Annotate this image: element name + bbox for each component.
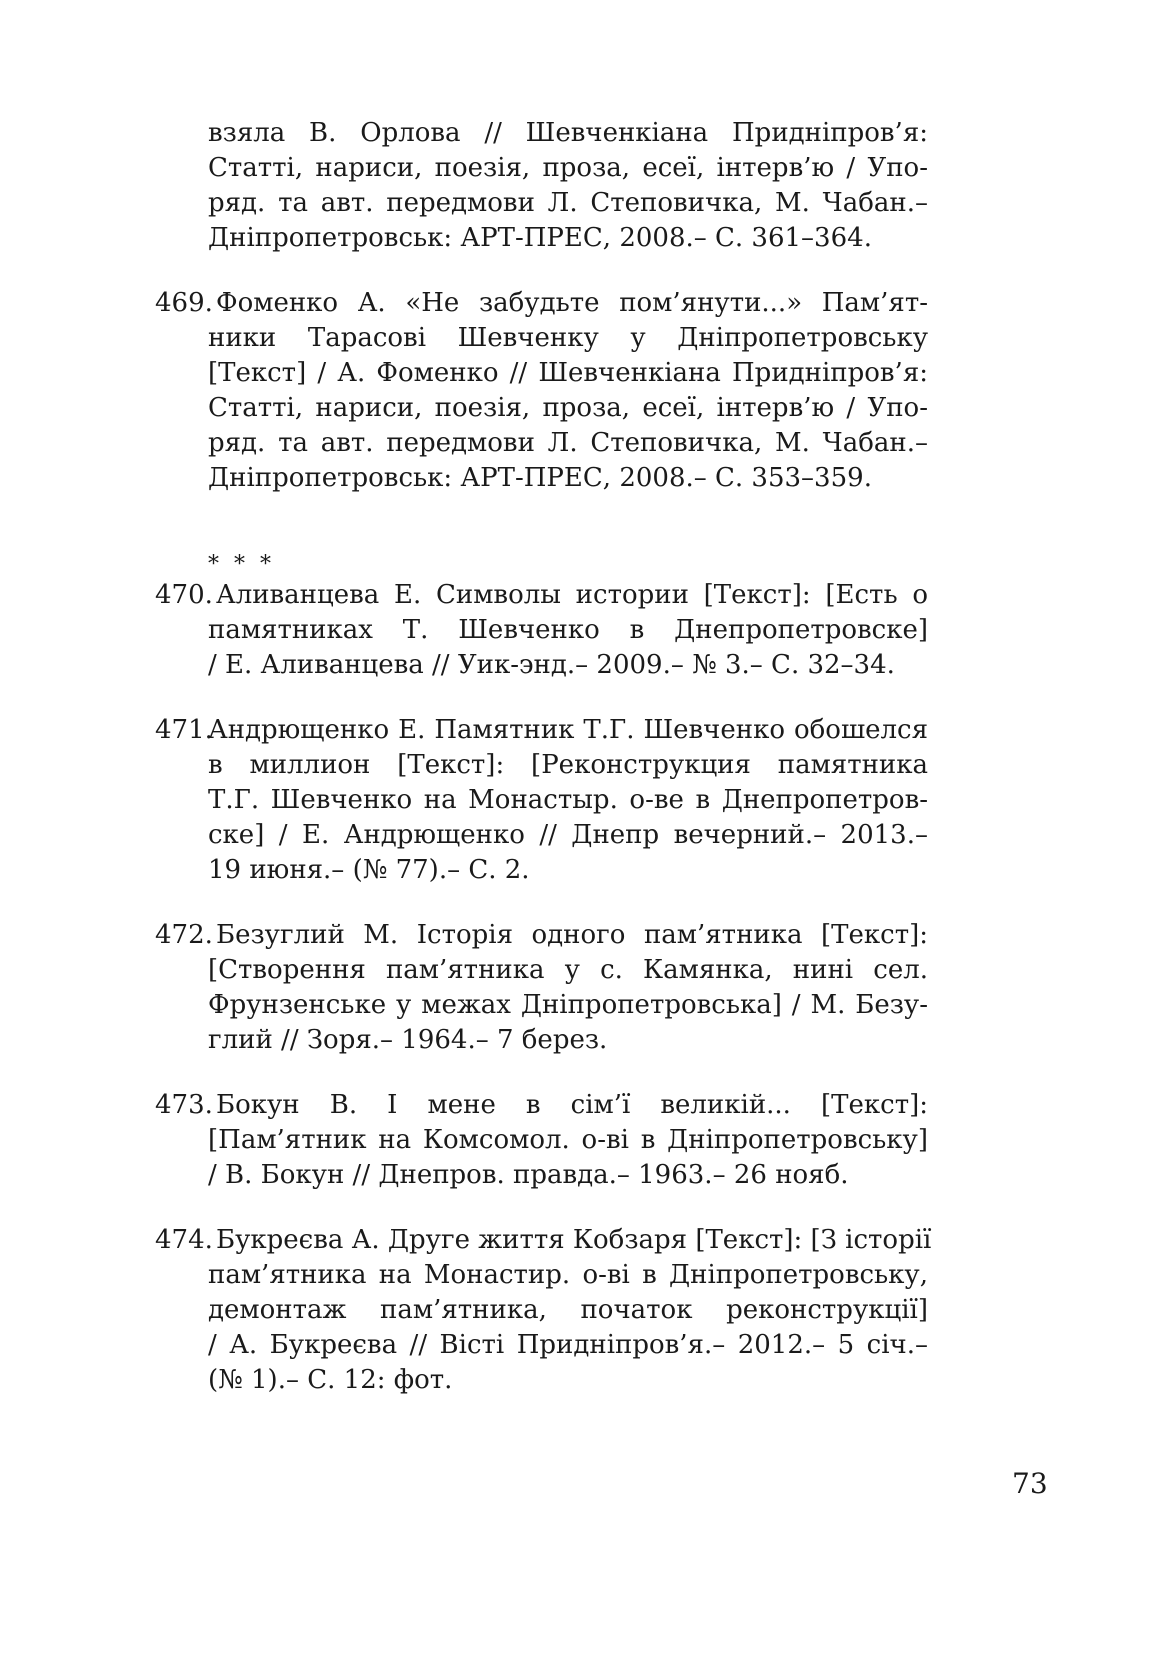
continuation-line: Статті, нариси, поезія, проза, есеї, інтерв’ю / Упо- [208,153,928,183]
continuation-line: Дніпропетровськ: АРТ-ПРЕС, 2008.– С. 361–364. [208,223,872,253]
entry-line: / А. Букреєва // Вісті Придніпров’я.– 2012.– 5 січ.– [208,1330,928,1360]
entry-line: глий // Зоря.– 1964.– 7 берез. [208,1025,608,1055]
entry-number: 471. [155,715,213,745]
entry-line: ряд. та авт. передмови Л. Степовичка, М. Чабан.– [208,428,928,458]
entry-line: [Створення пам’ятника у с. Камянка, нині сел. [208,955,928,985]
entry-line: Дніпропетровськ: АРТ-ПРЕС, 2008.– С. 353–359. [208,463,872,493]
entry-line: ники Тарасові Шевченку у Дніпропетровську [208,323,928,353]
entry-line: демонтаж пам’ятника, початок реконструкції] [208,1295,928,1325]
entry-line: Аливанцева Е. Символы истории [Текст]: [Есть о [216,580,928,610]
continuation-line: взяла В. Орлова // Шевченкіана Придніпров’я: [208,118,928,148]
entry-line: / Е. Аливанцева // Уик-энд.– 2009.– № 3.– С. 32–34. [208,650,895,680]
entry-line: Статті, нариси, поезія, проза, есеї, інтерв’ю / Упо- [208,393,928,423]
entry-line: Андрющенко Е. Памятник Т.Г. Шевченко обошелся [208,715,928,745]
section-separator: * * * [208,552,275,577]
entry-line: Бокун В. І мене в сім’ї великій... [Текст]: [216,1090,928,1120]
entry-line: (№ 1).– С. 12: фот. [208,1365,453,1395]
entry-line: Букреєва А. Друге життя Кобзаря [Текст]: [З історії [216,1225,932,1255]
entry-line: Фоменко А. «Не забудьте пом’янути...» Пам’ят- [216,288,928,318]
page-number: 73 [1012,1467,1048,1500]
entry-number: 469. [155,288,213,318]
continuation-line: ряд. та авт. передмови Л. Степовичка, М. Чабан.– [208,188,928,218]
entry-number: 472. [155,920,213,950]
entry-number: 470. [155,580,213,610]
entry-line: пам’ятника на Монастир. о-ві в Дніпропетровську, [208,1260,928,1290]
entry-number: 473. [155,1090,213,1120]
entry-line: Фрунзенське у межах Дніпропетровська] / М. Безу- [208,990,928,1020]
entry-line: / В. Бокун // Днепров. правда.– 1963.– 26 нояб. [208,1160,849,1190]
entry-line: в миллион [Текст]: [Реконструкция памятника [208,750,928,780]
entry-line: ске] / Е. Андрющенко // Днепр вечерний.– 2013.– [208,820,928,850]
entry-line: [Пам’ятник на Комсомол. о-ві в Дніпропетровську] [208,1125,928,1155]
entry-number: 474. [155,1225,213,1255]
entry-line: Т.Г. Шевченко на Монастыр. о-ве в Днепропетров- [208,785,928,815]
entry-line: Безуглий М. Історія одного пам’ятника [Текст]: [216,920,928,950]
entry-line: памятниках Т. Шевченко в Днепропетровске] [208,615,928,645]
entry-line: [Текст] / А. Фоменко // Шевченкіана Придніпров’я: [208,358,928,388]
entry-line: 19 июня.– (№ 77).– С. 2. [208,855,530,885]
